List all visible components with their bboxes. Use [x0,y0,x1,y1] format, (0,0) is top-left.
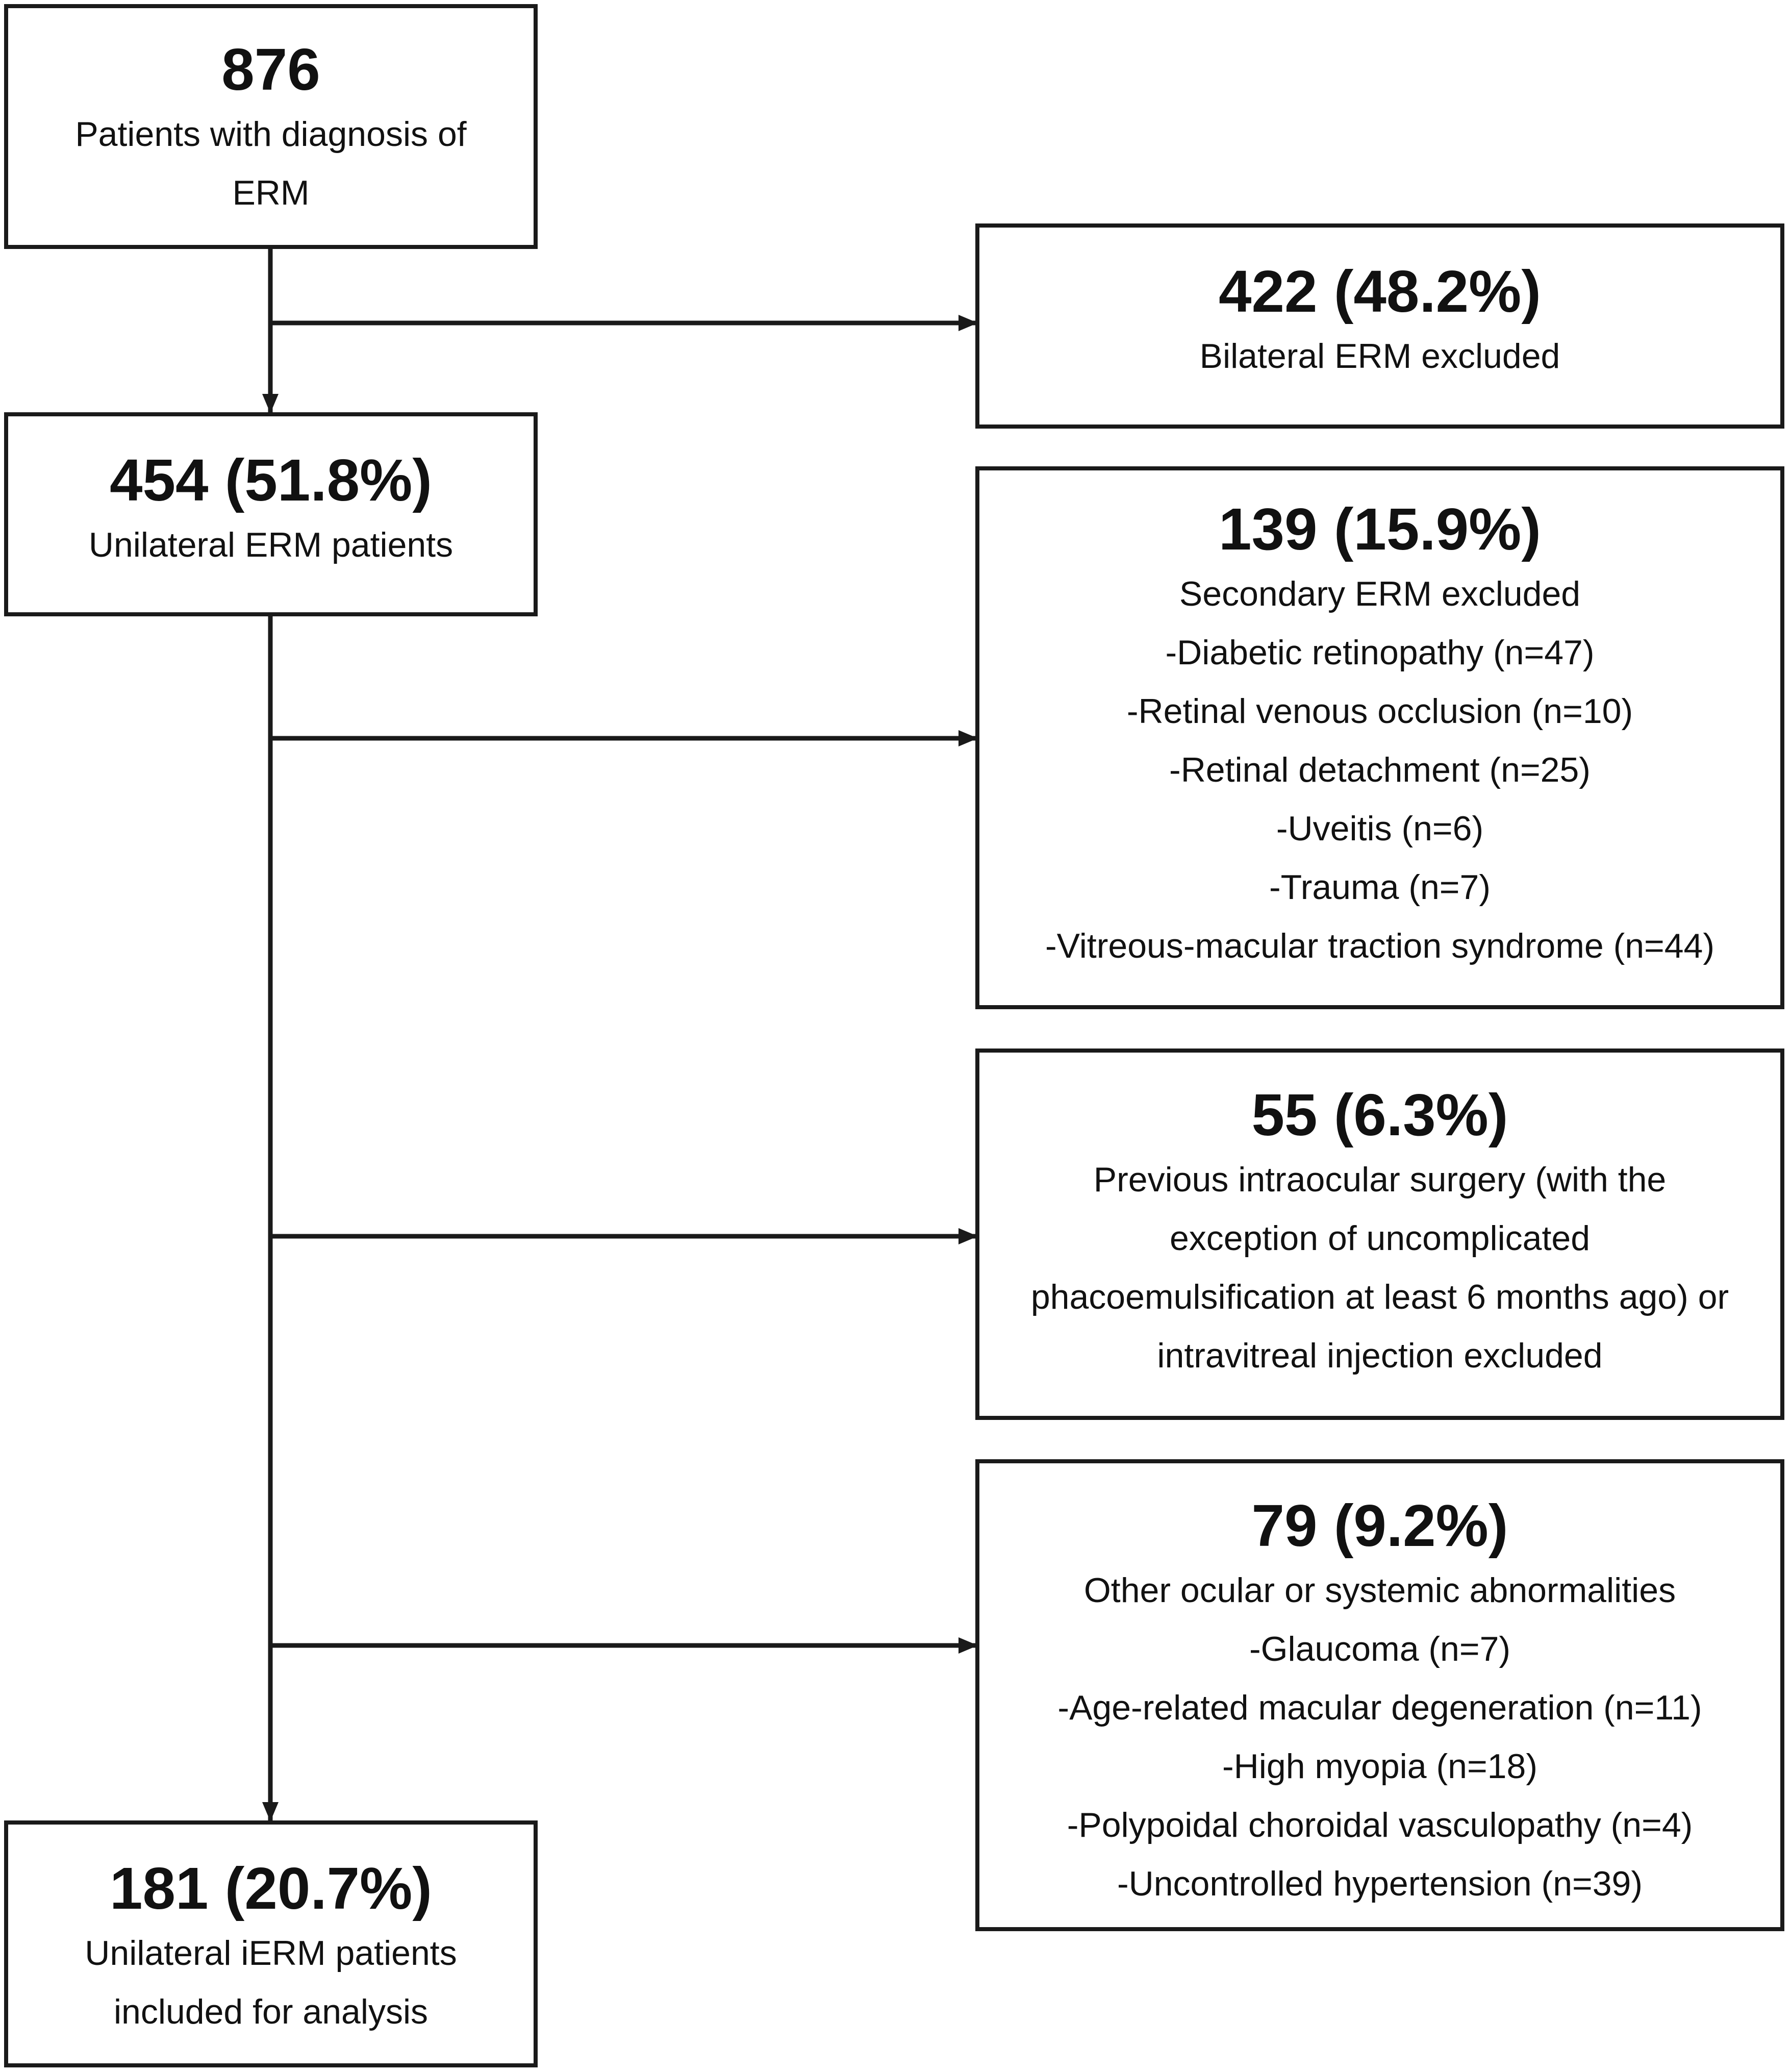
list-item: -Trauma (n=7) [1269,868,1491,907]
surgery-label-line: intravitreal injection excluded [1157,1336,1603,1375]
unilateral-count: 454 (51.8%) [110,447,432,513]
list-item: -Retinal detachment (n=25) [1169,751,1591,789]
bilateral-label: Bilateral ERM excluded [1199,337,1560,376]
total-label-line1: Patients with diagnosis of [75,115,467,154]
list-item: -Diabetic retinopathy (n=47) [1165,633,1595,672]
surgery-count: 55 (6.3%) [1251,1082,1508,1148]
surgery-label-line: Previous intraocular surgery (with the [1093,1160,1667,1199]
secondary-label: Secondary ERM excluded [1179,575,1581,613]
list-item: -Glaucoma (n=7) [1249,1630,1511,1668]
surgery-label-line: exception of uncomplicated [1169,1219,1591,1258]
box-bilateral-excluded [975,223,1784,429]
list-item: -Uncontrolled hypertension (n=39) [1117,1864,1643,1903]
box-unilateral-patients [4,412,538,616]
secondary-count: 139 (15.9%) [1219,496,1541,562]
other-count: 79 (9.2%) [1251,1492,1508,1559]
final-count: 181 (20.7%) [110,1855,432,1921]
box-total-patients [4,4,538,249]
list-item: -Vitreous-macular traction syndrome (n=44) [1045,927,1715,965]
total-count: 876 [221,36,320,103]
unilateral-label: Unilateral ERM patients [88,526,453,564]
final-label-line2: included for analysis [113,1992,428,2031]
list-item: -Age-related macular degeneration (n=11) [1057,1688,1702,1727]
list-item: -Retinal venous occlusion (n=10) [1126,692,1633,731]
list-item: -Polypoidal choroidal vasculopathy (n=4) [1067,1806,1693,1844]
final-label-line1: Unilateral iERM patients [85,1934,457,1973]
box-surgery-excluded [975,1049,1784,1420]
box-other-abnormalities [975,1459,1784,1931]
bilateral-count: 422 (48.2%) [1219,258,1541,324]
list-item: -Uveitis (n=6) [1276,809,1484,848]
list-item: -High myopia (n=18) [1222,1747,1537,1786]
other-label: Other ocular or systemic abnormalities [1083,1571,1676,1610]
box-secondary-excluded [975,466,1784,1009]
box-final-included [4,1820,538,2067]
surgery-label-line: phacoemulsification at least 6 months ago) or [1030,1278,1729,1316]
total-label-line2: ERM [232,173,310,212]
